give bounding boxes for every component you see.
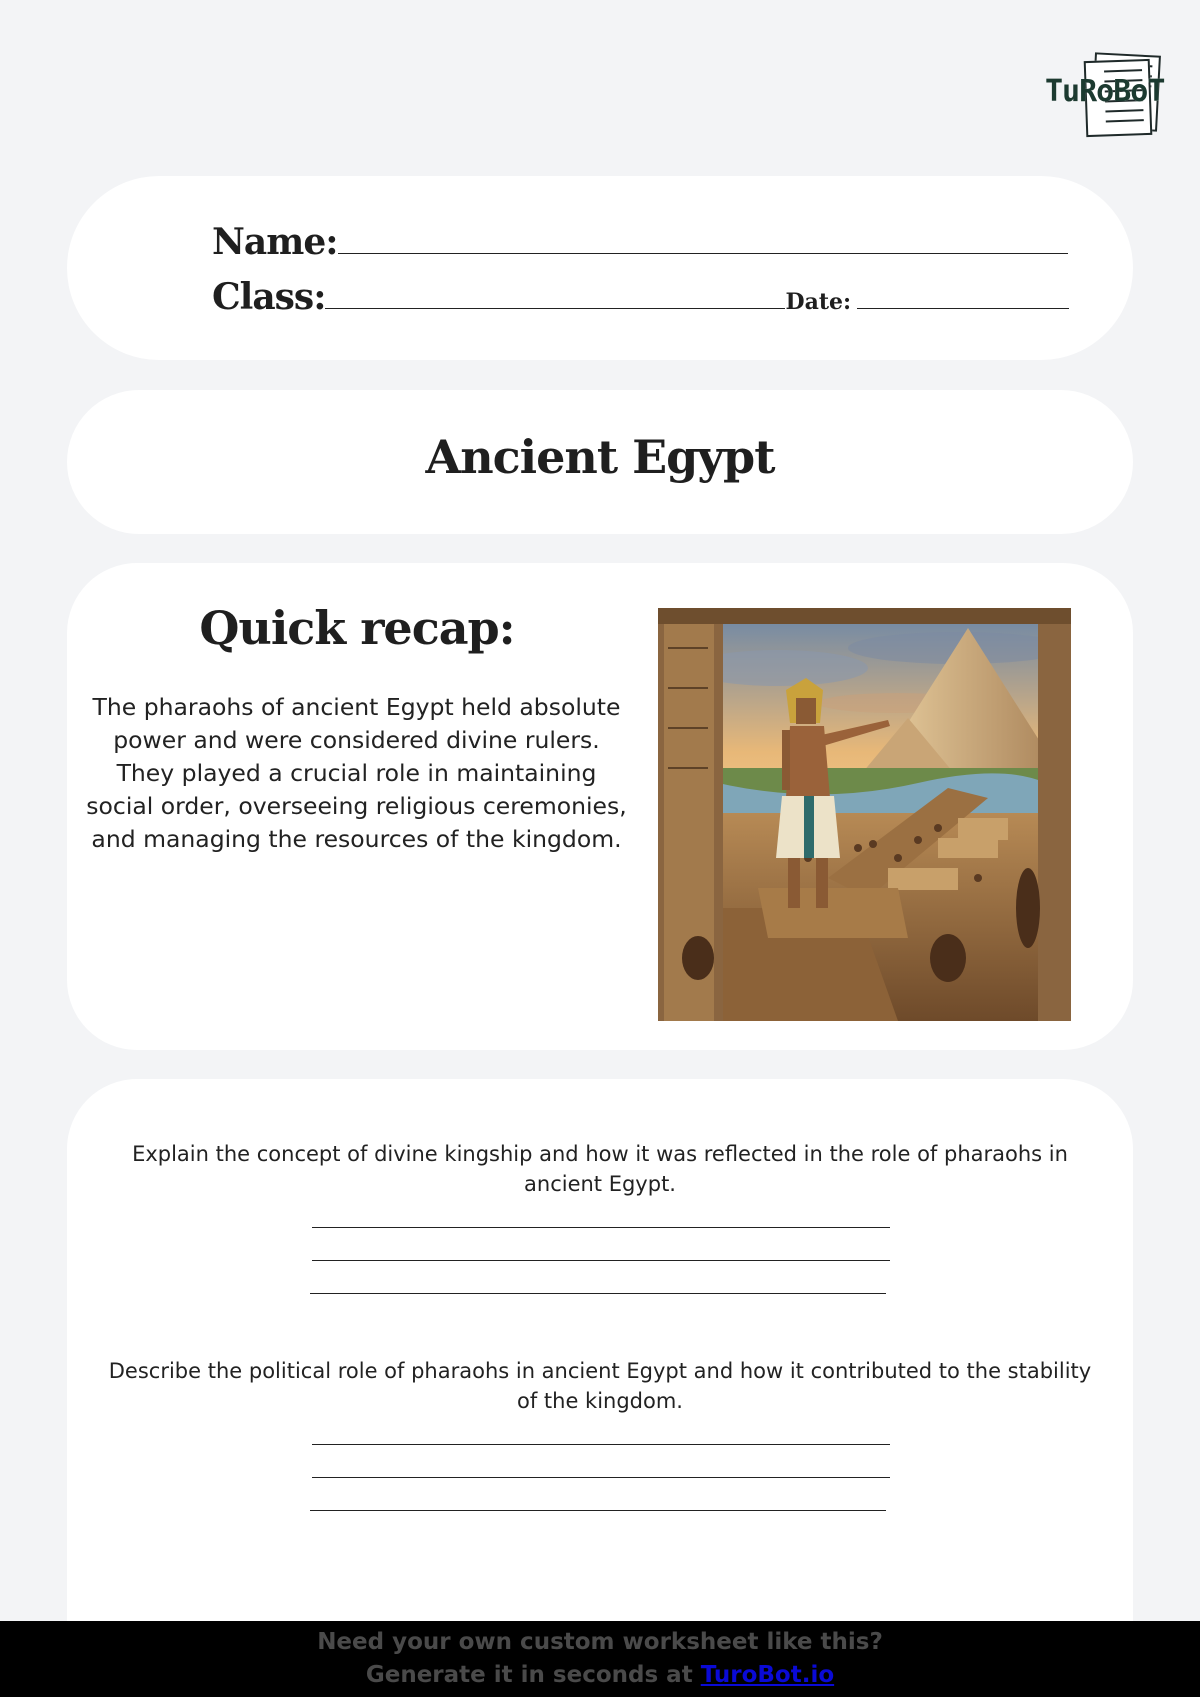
class-label: Class: [212,276,326,318]
date-field[interactable] [857,289,1069,309]
footer-line-2-prefix: Generate it in seconds at [365,1662,701,1688]
class-field[interactable] [325,283,785,309]
title-card [67,390,1133,534]
turobot-link[interactable]: TuroBot.io [700,1662,835,1688]
answer-line-2c[interactable] [310,1510,886,1511]
date-label: Date: [785,289,852,315]
recap-card [67,563,1133,1050]
name-row [212,221,1068,263]
footer-line-2 [0,1659,1200,1692]
answer-line-2b[interactable] [312,1477,890,1478]
student-info-card [67,176,1133,360]
class-row [212,276,1069,318]
footer-line-1: Need your own custom worksheet like this? [317,1629,883,1655]
answer-line-1c[interactable] [310,1293,886,1294]
answer-line-1a[interactable] [312,1227,890,1228]
name-field[interactable] [338,228,1068,254]
answer-line-2a[interactable] [312,1444,890,1445]
question-2: Describe the political role of pharaohs in ancient Egypt and how it contributed to the stability of the kingdom. [108,1359,1092,1413]
answer-line-1b[interactable] [312,1260,890,1261]
pharaoh-pyramid-illustration [658,608,1071,1021]
worksheet-title: Ancient Egypt [425,430,775,484]
question-1: Explain the concept of divine kingship and how it was reflected in the role of pharaohs in ancient Egypt. [132,1142,1068,1196]
turobot-logo [1045,52,1165,136]
questions-card [67,1079,1133,1639]
recap-body: The pharaohs of ancient Egypt held absolute power and were considered divine rulers. They played a crucial role in maintaining social order, overseeing religious ceremonies, and managing the resources of the kingdom. [86,693,627,853]
recap-heading: Quick recap: [199,601,515,655]
logo-wordmark: TuRoBoT [1045,74,1165,109]
promo-footer [0,1621,1200,1697]
name-label: Name: [212,221,338,263]
